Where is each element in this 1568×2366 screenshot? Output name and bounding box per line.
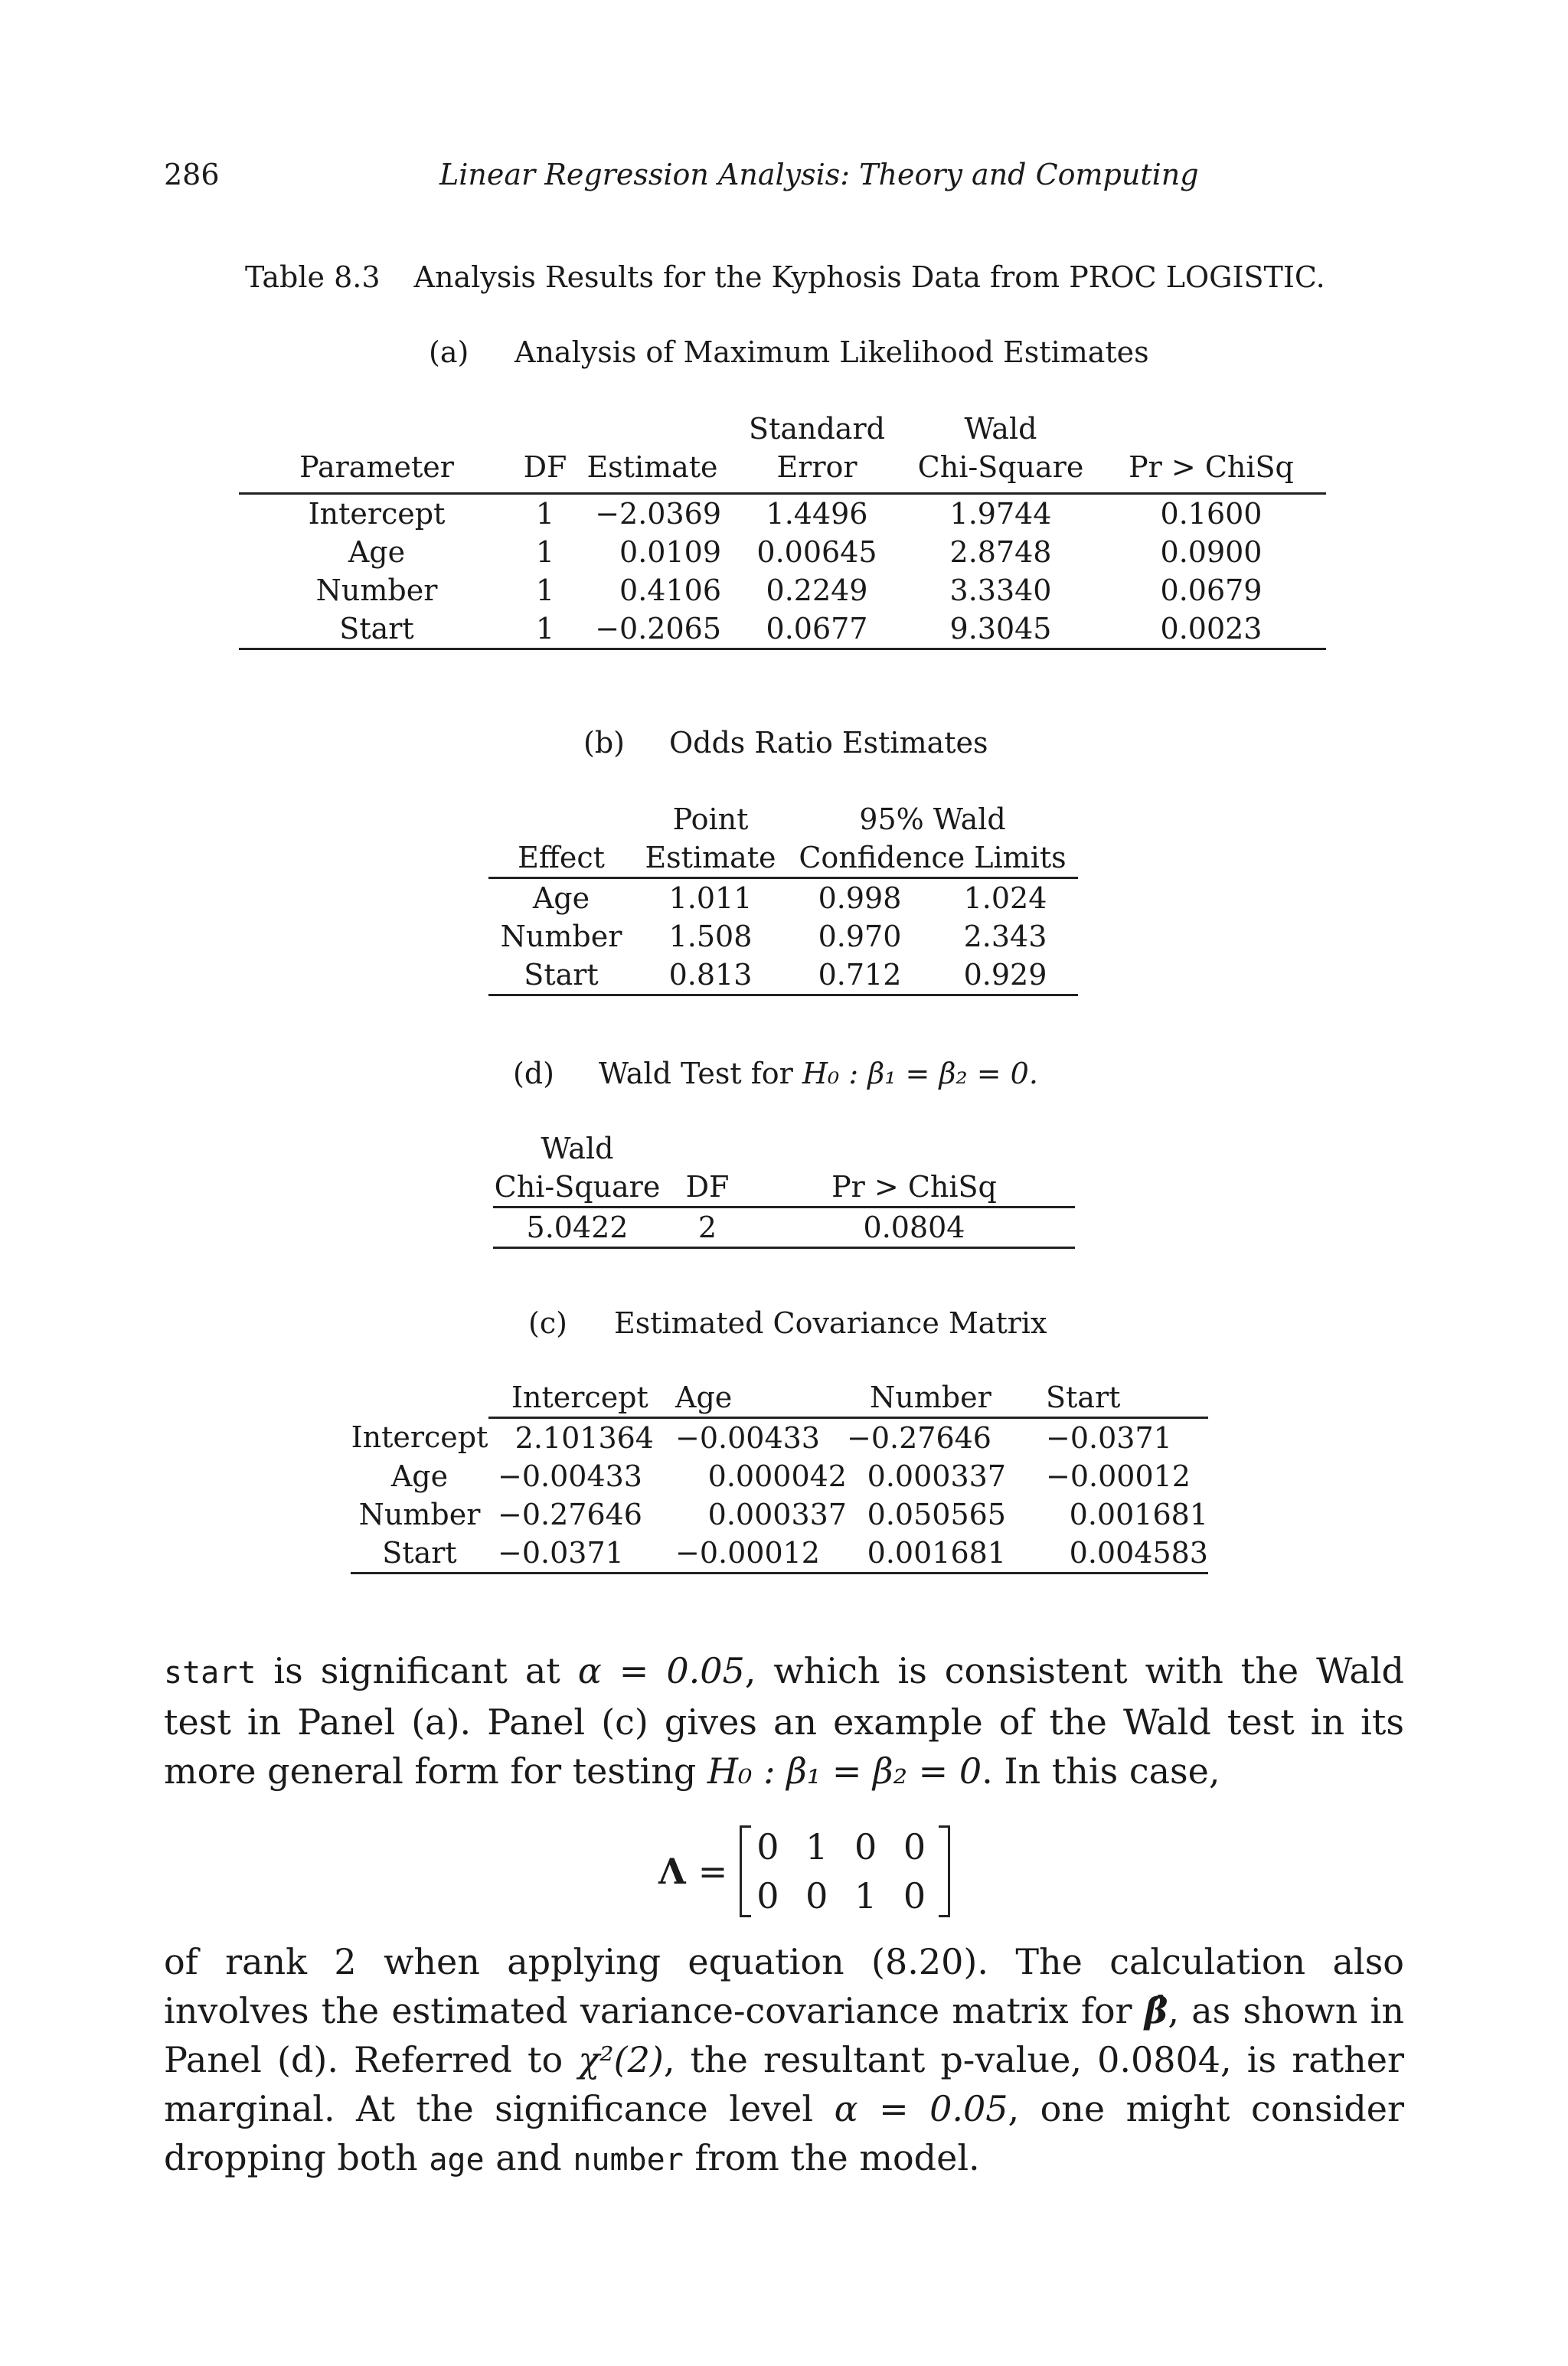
table-cell: 0.0900 <box>1160 535 1263 569</box>
panel-b-table <box>488 800 1078 996</box>
table-cell: −0.00433 <box>498 1459 642 1493</box>
page-number: 286 <box>164 158 220 191</box>
code-number: number <box>573 2142 684 2178</box>
table-cell: 1.9744 <box>949 497 1052 531</box>
table-row <box>351 1495 1208 1534</box>
table-cell: 0.0109 <box>619 535 721 569</box>
table-row <box>239 571 1326 609</box>
table-cell: 2.101364 <box>514 1421 654 1455</box>
table-cell: 2 <box>662 1208 753 1248</box>
table-cell: 9.3045 <box>905 609 1096 649</box>
table-cell: 0.712 <box>787 956 933 995</box>
table-cell: 2.343 <box>963 920 1047 953</box>
table-cell: −0.0371 <box>1046 1421 1172 1455</box>
header-cell: Intercept <box>488 1378 666 1418</box>
math-alpha: α = 0.05 <box>577 1650 745 1691</box>
running-title: Linear Regression Analysis: Theory and Computing <box>439 158 1199 191</box>
table-cell: 1 <box>535 574 555 607</box>
text-span: and <box>495 2137 562 2178</box>
panel-d-table <box>493 1129 1075 1249</box>
header-cell: Chi-Square <box>905 448 1096 494</box>
table-cell: Age <box>532 881 590 915</box>
table-cell: Number <box>500 920 622 953</box>
table-cell: 0.4106 <box>619 574 721 607</box>
table-cell: 1.4496 <box>766 497 868 531</box>
table-cell: 5.0422 <box>493 1208 662 1248</box>
table-cell: 0.1600 <box>1160 497 1263 531</box>
panel-b-title-text: Odds Ratio Estimates <box>669 726 988 760</box>
header-cell: DF <box>685 1170 730 1204</box>
table-cell: Number <box>315 574 438 607</box>
header-cell: Point <box>672 802 749 836</box>
math-equals: = <box>697 1851 728 1892</box>
table-cell: 1 <box>514 609 576 649</box>
table-cell: 0.0804 <box>753 1208 1075 1248</box>
header-cell <box>239 410 514 448</box>
header-cell: Estimate <box>634 838 787 878</box>
header-cell: Pr > ChiSq <box>1096 448 1326 494</box>
code-age: age <box>429 2142 485 2178</box>
math-hypothesis: H₀ : β₁ = β₂ = 0 <box>707 1750 982 1792</box>
panel-c-title <box>528 1306 1047 1340</box>
equation-lambda <box>658 1822 950 1920</box>
table-cell: 0.2249 <box>766 574 868 607</box>
text-span: , the resultant p-value, 0.0804, is rather marginal. At the significance level <box>164 2039 1404 2129</box>
table-cell: 0.004583 <box>1027 1534 1208 1574</box>
table-cell: −0.27646 <box>847 1421 991 1455</box>
header-cell: Confidence Limits <box>787 838 1078 878</box>
body-paragraph-2 <box>164 1937 1404 2185</box>
header-cell <box>488 800 634 838</box>
header-cell: Chi-Square <box>494 1170 661 1204</box>
table-cell: 0.970 <box>818 920 902 953</box>
header-cell <box>1096 410 1326 448</box>
table-cell: 1.011 <box>668 881 753 915</box>
header-cell: Standard <box>749 412 885 446</box>
table-cell: Start <box>488 956 634 995</box>
header-cell: Pr > ChiSq <box>753 1168 1075 1208</box>
text-span: . In this case, <box>982 1750 1220 1792</box>
table-row <box>493 1208 1075 1248</box>
table-cell: 0.000042 <box>707 1459 847 1493</box>
table-cell: 0.0679 <box>1160 574 1263 607</box>
matrix <box>740 1822 950 1920</box>
table-caption <box>245 260 1325 294</box>
table-row <box>239 494 1326 534</box>
table-row <box>488 917 1078 956</box>
header-cell: Parameter <box>239 448 514 494</box>
header-cell: Number <box>847 1378 1027 1418</box>
header-cell: Error <box>729 448 905 494</box>
table-cell: 0.050565 <box>867 1498 1006 1531</box>
table-cell: 1.024 <box>963 881 1047 915</box>
header-cell: Wald <box>541 1132 614 1165</box>
caption-text: Analysis Results for the Kyphosis Data from PROC LOGISTIC. <box>413 260 1325 294</box>
math-beta-hat: β̂ <box>1144 1990 1168 2031</box>
panel-a-title-text: Analysis of Maximum Likelihood Estimates <box>514 335 1149 369</box>
panel-d-title <box>513 1057 1038 1090</box>
table-cell: −0.2065 <box>576 609 729 649</box>
panel-b-title <box>583 726 988 760</box>
table-row <box>351 1534 1208 1574</box>
table-cell: 2.8748 <box>949 535 1052 569</box>
table-cell: −0.00433 <box>675 1421 820 1455</box>
table-row <box>239 533 1326 571</box>
table-row <box>488 878 1078 918</box>
panel-d-title-math: H₀ : β₁ = β₂ = 0. <box>802 1057 1038 1090</box>
header-cell: Effect <box>488 838 634 878</box>
panel-c-title-text: Estimated Covariance Matrix <box>614 1306 1047 1340</box>
math-chi: χ²(2) <box>578 2039 664 2080</box>
table-cell: −0.00012 <box>666 1534 847 1574</box>
panel-a-title <box>429 335 1149 369</box>
text-span: from the model. <box>694 2137 980 2178</box>
header-cell <box>351 1378 488 1418</box>
table-cell: Age <box>348 535 406 569</box>
table-cell: Start <box>239 609 514 649</box>
header-cell: DF <box>514 448 576 494</box>
header-cell <box>514 410 576 448</box>
code-start: start <box>164 1655 256 1691</box>
text-span: , as shown in Panel (d). Referred to <box>164 1990 1404 2080</box>
table-cell: Start <box>351 1534 488 1574</box>
header-cell: Estimate <box>576 448 729 494</box>
table-cell: Intercept <box>308 497 446 531</box>
table-row <box>351 1418 1208 1458</box>
header-cell <box>662 1129 753 1168</box>
math-lambda: Λ <box>658 1851 686 1892</box>
table-cell: 0.000337 <box>867 1459 1006 1493</box>
table-cell: 0.0677 <box>729 609 905 649</box>
panel-b-label: (b) <box>583 726 625 760</box>
table-cell: 1 <box>535 535 555 569</box>
text-span: , which is consistent with the Wald test in Panel (a). Panel (c) gives an example of the Wald test in its more general form for testing <box>164 1650 1405 1792</box>
panel-d-label: (d) <box>513 1057 554 1090</box>
table-row <box>239 609 1326 649</box>
table-cell: −0.00012 <box>1046 1459 1191 1493</box>
panel-c-table <box>351 1378 1208 1574</box>
text-span: is significant at <box>273 1650 560 1691</box>
table-row <box>351 1457 1208 1495</box>
matrix-row: 0 1 0 0 <box>756 1826 934 1868</box>
header-cell: Wald <box>964 412 1037 446</box>
text-span: , one might consider dropping both <box>164 2088 1405 2178</box>
panel-a-label: (a) <box>429 335 469 369</box>
table-cell: 0.0023 <box>1096 609 1326 649</box>
table-cell: 0.998 <box>818 881 902 915</box>
table-cell: 0.929 <box>933 956 1078 995</box>
matrix-row: 0 0 1 0 <box>756 1875 934 1917</box>
table-cell: Number <box>358 1498 481 1531</box>
text-span: of rank 2 when applying equation (8.20). The calculation also involves the estimated variance-covariance matrix for <box>164 1941 1404 2031</box>
header-cell: Start <box>1027 1378 1208 1418</box>
table-cell: −0.0371 <box>488 1534 666 1574</box>
table-cell: 1.508 <box>668 920 753 953</box>
table-cell: 3.3340 <box>949 574 1052 607</box>
caption-label: Table 8.3 <box>245 260 381 294</box>
math-alpha: α = 0.05 <box>834 2088 1008 2129</box>
header-cell: Age <box>666 1378 847 1418</box>
table-cell: 0.001681 <box>847 1534 1027 1574</box>
table-row <box>488 956 1078 995</box>
panel-a-table <box>239 410 1326 650</box>
table-cell: 0.00645 <box>756 535 877 569</box>
header-cell: 95% Wald <box>859 802 1006 836</box>
header-cell <box>753 1129 1075 1168</box>
table-cell: 1 <box>535 497 555 531</box>
body-paragraph-1 <box>164 1646 1404 1796</box>
panel-c-label: (c) <box>528 1306 567 1340</box>
table-cell: 0.000337 <box>707 1498 847 1531</box>
panel-d-title-text: Wald Test for <box>599 1057 793 1090</box>
header-cell <box>576 410 729 448</box>
table-cell: Age <box>390 1459 449 1493</box>
table-cell: 0.813 <box>634 956 787 995</box>
table-cell: −0.27646 <box>498 1498 642 1531</box>
table-cell: 0.001681 <box>1069 1498 1208 1531</box>
table-cell: −2.0369 <box>595 497 721 531</box>
table-cell: Intercept <box>351 1420 488 1455</box>
